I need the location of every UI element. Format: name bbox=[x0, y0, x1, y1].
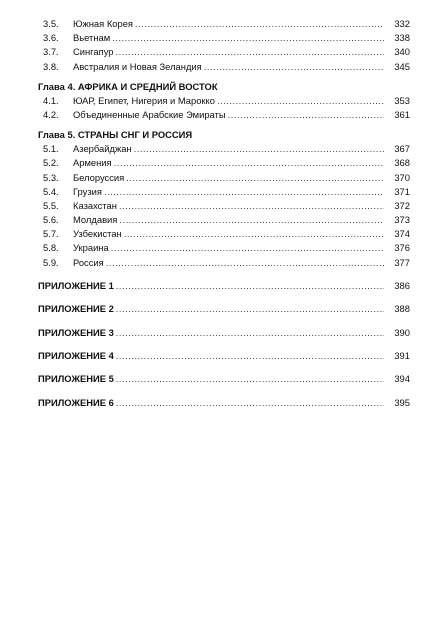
spacer bbox=[38, 340, 410, 349]
appendix-entry[interactable] bbox=[38, 302, 410, 316]
toc-entry-title: Вьетнам bbox=[73, 32, 111, 44]
spacer bbox=[38, 363, 410, 372]
toc-entry-title: Азербайджан bbox=[73, 143, 132, 155]
dot-leader bbox=[135, 17, 384, 31]
appendix-entry[interactable] bbox=[38, 326, 410, 340]
toc-entry[interactable] bbox=[38, 60, 410, 74]
appendix-entry[interactable] bbox=[38, 279, 410, 293]
toc-entry-title: Южная Корея bbox=[73, 18, 133, 29]
dot-leader bbox=[115, 45, 384, 59]
appendix-entry[interactable] bbox=[38, 396, 410, 410]
toc-entry-title: Узбекистан bbox=[73, 228, 122, 240]
toc-entry[interactable] bbox=[38, 185, 410, 199]
toc-entry-number: 3.5. bbox=[43, 18, 59, 29]
toc-entry-title: ЮАР, Египет, Нигерия и Марокко bbox=[73, 94, 215, 106]
dot-leader bbox=[204, 60, 384, 74]
toc-entry[interactable] bbox=[38, 108, 410, 122]
dot-leader bbox=[116, 396, 384, 410]
toc-entry-page: 361 bbox=[394, 108, 410, 120]
toc-entry-title: Белоруссия bbox=[73, 171, 125, 183]
dot-leader bbox=[116, 372, 384, 386]
table-of-contents bbox=[38, 17, 410, 410]
appendix-title: ПРИЛОЖЕНИЕ 4 bbox=[38, 350, 114, 361]
toc-entry-number: 5.3. bbox=[43, 171, 59, 183]
dot-leader bbox=[114, 156, 384, 170]
toc-entry-number: 3.7. bbox=[43, 46, 59, 58]
appendix-page: 391 bbox=[394, 350, 410, 361]
spacer bbox=[38, 293, 410, 302]
toc-entry[interactable] bbox=[38, 156, 410, 170]
toc-entry-page: 377 bbox=[394, 256, 410, 268]
toc-entry[interactable] bbox=[38, 94, 410, 108]
toc-entry-number: 5.9. bbox=[43, 256, 59, 268]
dot-leader bbox=[119, 199, 384, 213]
dot-leader bbox=[119, 213, 384, 227]
dot-leader bbox=[116, 349, 384, 363]
toc-entry-title: Австралия и Новая Зеландия bbox=[73, 60, 202, 72]
toc-entry-number: 5.6. bbox=[43, 214, 59, 226]
dot-leader bbox=[106, 256, 384, 270]
toc-entry-page: 368 bbox=[394, 157, 410, 169]
appendix-page: 394 bbox=[394, 373, 410, 385]
toc-entry-number: 5.7. bbox=[43, 228, 59, 240]
appendix-page: 388 bbox=[394, 303, 410, 315]
toc-entry-title: Молдавия bbox=[73, 214, 118, 226]
toc-entry-number: 5.5. bbox=[43, 199, 59, 211]
appendix-entry[interactable] bbox=[38, 349, 410, 363]
dot-leader bbox=[116, 279, 384, 293]
toc-entry-number: 3.6. bbox=[43, 32, 59, 44]
spacer bbox=[38, 270, 410, 279]
appendix-entry[interactable] bbox=[38, 372, 410, 386]
toc-entry-number: 5.2. bbox=[43, 157, 59, 169]
toc-entry[interactable] bbox=[38, 142, 410, 156]
toc-entry[interactable] bbox=[38, 45, 410, 59]
appendix-page: 395 bbox=[394, 396, 410, 408]
toc-entry-page: 370 bbox=[394, 171, 410, 183]
toc-entry[interactable] bbox=[38, 213, 410, 227]
dot-leader bbox=[124, 227, 384, 241]
toc-entry-number: 5.4. bbox=[43, 185, 59, 197]
dot-leader bbox=[112, 31, 384, 45]
appendix-title: ПРИЛОЖЕНИЕ 2 bbox=[38, 303, 114, 315]
toc-entry-page: 353 bbox=[394, 94, 410, 106]
appendix-title: ПРИЛОЖЕНИЕ 6 bbox=[38, 396, 114, 408]
toc-entry-number: 4.1. bbox=[43, 94, 59, 106]
spacer bbox=[38, 316, 410, 325]
toc-entry-page: 340 bbox=[394, 46, 410, 58]
toc-entry-title: Украина bbox=[73, 242, 109, 254]
toc-entry[interactable] bbox=[38, 31, 410, 45]
toc-entry-page: 367 bbox=[394, 143, 410, 155]
toc-entry[interactable] bbox=[38, 171, 410, 185]
appendix-page: 386 bbox=[394, 280, 410, 292]
toc-entry[interactable] bbox=[38, 256, 410, 270]
dot-leader bbox=[116, 302, 384, 316]
toc-entry-page: 376 bbox=[394, 242, 410, 254]
toc-entry-page: 371 bbox=[394, 185, 410, 197]
toc-entry-title: Россия bbox=[73, 256, 104, 268]
chapter-heading[interactable]: Глава 5. СТРАНЫ СНГ И РОССИЯ bbox=[38, 129, 193, 141]
chapter-heading[interactable]: Глава 4. АФРИКА И СРЕДНИЙ ВОСТОК bbox=[38, 80, 218, 92]
toc-entry-page: 332 bbox=[394, 18, 410, 29]
toc-entry-title: Грузия bbox=[73, 185, 102, 197]
toc-entry-page: 374 bbox=[394, 228, 410, 240]
toc-entry-page: 345 bbox=[394, 60, 410, 72]
toc-entry-page: 373 bbox=[394, 214, 410, 226]
toc-entry-page: 338 bbox=[394, 32, 410, 44]
toc-entry-number: 3.8. bbox=[43, 60, 59, 72]
toc-entry-title: Объединенные Арабские Эмираты bbox=[73, 108, 226, 120]
dot-leader bbox=[217, 94, 384, 108]
dot-leader bbox=[116, 326, 384, 340]
dot-leader bbox=[228, 108, 384, 122]
appendix-title: ПРИЛОЖЕНИЕ 5 bbox=[38, 373, 114, 385]
dot-leader bbox=[111, 241, 384, 255]
dot-leader bbox=[104, 185, 384, 199]
toc-entry-page: 372 bbox=[394, 199, 410, 211]
appendix-page: 390 bbox=[394, 326, 410, 338]
toc-entry[interactable] bbox=[38, 241, 410, 255]
spacer bbox=[38, 386, 410, 395]
toc-entry[interactable] bbox=[38, 227, 410, 241]
toc-entry-title: Армения bbox=[73, 157, 112, 169]
toc-entry-title: Сингапур bbox=[73, 46, 114, 58]
toc-entry-number: 5.8. bbox=[43, 242, 59, 254]
appendix-title: ПРИЛОЖЕНИЕ 1 bbox=[38, 280, 114, 292]
toc-entry[interactable] bbox=[38, 17, 410, 31]
dot-leader bbox=[126, 171, 384, 185]
dot-leader bbox=[134, 142, 384, 156]
toc-entry[interactable] bbox=[38, 199, 410, 213]
toc-entry-number: 4.2. bbox=[43, 108, 59, 120]
appendix-title: ПРИЛОЖЕНИЕ 3 bbox=[38, 326, 114, 338]
toc-entry-title: Казахстан bbox=[73, 199, 117, 211]
toc-entry-number: 5.1. bbox=[43, 143, 59, 155]
